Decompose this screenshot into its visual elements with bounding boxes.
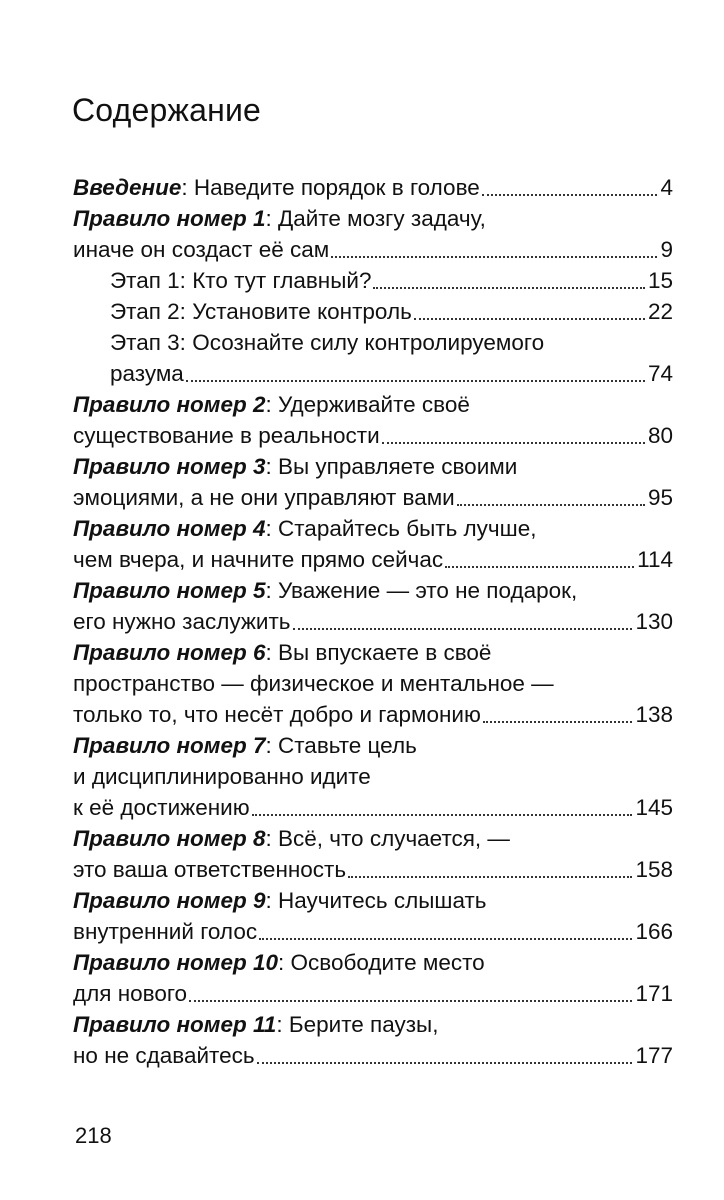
toc-entry-text: и дисциплинированно идите [73,764,371,789]
toc-page-number: 166 [635,919,673,944]
toc-entry-text: Этап 3: Осознайте силу контролируемого [110,330,545,355]
toc-page-number: 15 [647,268,673,293]
toc-line [73,1040,673,1071]
toc-entry-text: Правило номер 7: Ставьте цель [73,733,417,758]
toc-line [73,854,673,885]
toc-line [73,978,673,1009]
toc-page-number: 158 [635,857,673,882]
dot-leader [445,566,634,568]
dot-leader [382,442,645,444]
toc-line [73,296,673,327]
toc-line [73,1009,673,1040]
toc-entry-label: Введение [73,175,182,200]
dot-leader [186,380,645,382]
toc-line [73,544,673,575]
toc-entry-text: только то, что несёт добро и гармонию [73,702,481,727]
toc-entry-text: для нового [73,981,188,1006]
toc-line [73,482,673,513]
toc-line [73,358,673,389]
toc-page-number: 114 [637,547,673,572]
dot-leader [293,628,633,630]
toc-entry-text: Введение: Наведите порядок в голове [73,175,480,200]
toc-entry-label: Правило номер 5 [73,578,266,603]
toc-entry-text: существование в реальности [73,423,380,448]
dot-leader [482,194,658,196]
toc-page-number: 74 [647,361,673,386]
toc-page-number: 171 [635,981,673,1006]
toc-entry-label: Правило номер 1 [73,206,266,231]
toc-entry-text: это ваша ответственность [73,857,347,882]
toc-entry-label: Правило номер 10 [73,950,278,975]
page-number: 218 [75,1123,112,1148]
toc-entry-text: Правило номер 4: Старайтесь быть лучше, [73,516,537,541]
toc-entry-text: чем вчера, и начните прямо сейчас [73,547,444,572]
dot-leader [189,1000,632,1002]
toc-entry-label: Правило номер 11 [73,1012,277,1037]
toc-line [73,730,673,761]
dot-leader [414,318,645,320]
toc-entry-label: Правило номер 9 [73,888,266,913]
toc-line [73,606,673,637]
dot-leader [457,504,645,506]
toc-entry-text: эмоциями, а не они управляют вами [73,485,455,510]
toc-entry-text: Правило номер 10: Освободите место [73,950,485,975]
toc-entry-label: Правило номер 7 [73,733,266,758]
toc-entry-label: Правило номер 4 [73,516,266,541]
toc-entry-text: Этап 2: Установите контроль [110,299,412,324]
toc-entry-text: Правило номер 5: Уважение — это не подарок, [73,578,578,603]
toc-entry-label: Правило номер 6 [73,640,266,665]
toc-line [73,203,673,234]
toc-page-number: 95 [647,485,673,510]
toc-line [73,637,673,668]
toc-entry-text: разума [110,361,184,386]
toc-line [73,265,673,296]
dot-leader [252,814,633,816]
toc-line [73,575,673,606]
toc-line [73,823,673,854]
toc-line [73,234,673,265]
toc-page-number: 145 [635,795,673,820]
dot-leader [348,876,632,878]
toc-entry-text: Этап 1: Кто тут главный? [110,268,372,293]
toc-page-number: 80 [647,423,673,448]
toc-entry-text: его нужно заслужить [73,609,291,634]
toc-page-number: 130 [635,609,673,634]
toc-entry-label: Правило номер 2 [73,392,266,417]
toc-page-number: 4 [660,175,673,200]
toc-entry-text: внутренний голос [73,919,258,944]
toc-line [73,420,673,451]
toc-entry-label: Правило номер 8 [73,826,266,851]
toc-line [73,172,673,203]
toc-entry-text: Правило номер 6: Вы впускаете в своё [73,640,492,665]
toc-page-number: 9 [660,237,673,262]
toc-entry-text: пространство — физическое и ментальное — [73,671,554,696]
toc-line [73,451,673,482]
dot-leader [373,287,645,289]
dot-leader [259,938,632,940]
toc-entry-text: Правило номер 9: Научитесь слышать [73,888,487,913]
toc-page-number: 22 [647,299,673,324]
toc-line [73,761,673,792]
toc-line [73,327,673,358]
dot-leader [483,721,633,723]
toc-entry-text: Правило номер 11: Берите паузы, [73,1012,439,1037]
toc-entry-text: Правило номер 8: Всё, что случается, — [73,826,510,851]
dot-leader [331,256,657,258]
toc-line [73,389,673,420]
toc-line [73,699,673,730]
toc-entry-text: иначе он создаст её сам [73,237,330,262]
toc-entry-text: но не сдавайтесь [73,1043,255,1068]
table-of-contents [73,172,673,1071]
toc-entry-text: к её достижению [73,795,250,820]
page-title: Содержание [72,92,262,128]
toc-line [73,792,673,823]
toc-line [73,916,673,947]
toc-entry-text: Правило номер 1: Дайте мозгу задачу, [73,206,486,231]
toc-line [73,513,673,544]
toc-page-number: 177 [635,1043,673,1068]
toc-line [73,885,673,916]
dot-leader [257,1062,633,1064]
toc-entry-text: Правило номер 3: Вы управляете своими [73,454,518,479]
toc-page-number: 138 [635,702,673,727]
toc-line [73,947,673,978]
toc-entry-label: Правило номер 3 [73,454,266,479]
toc-line [73,668,673,699]
toc-entry-text: Правило номер 2: Удерживайте своё [73,392,470,417]
